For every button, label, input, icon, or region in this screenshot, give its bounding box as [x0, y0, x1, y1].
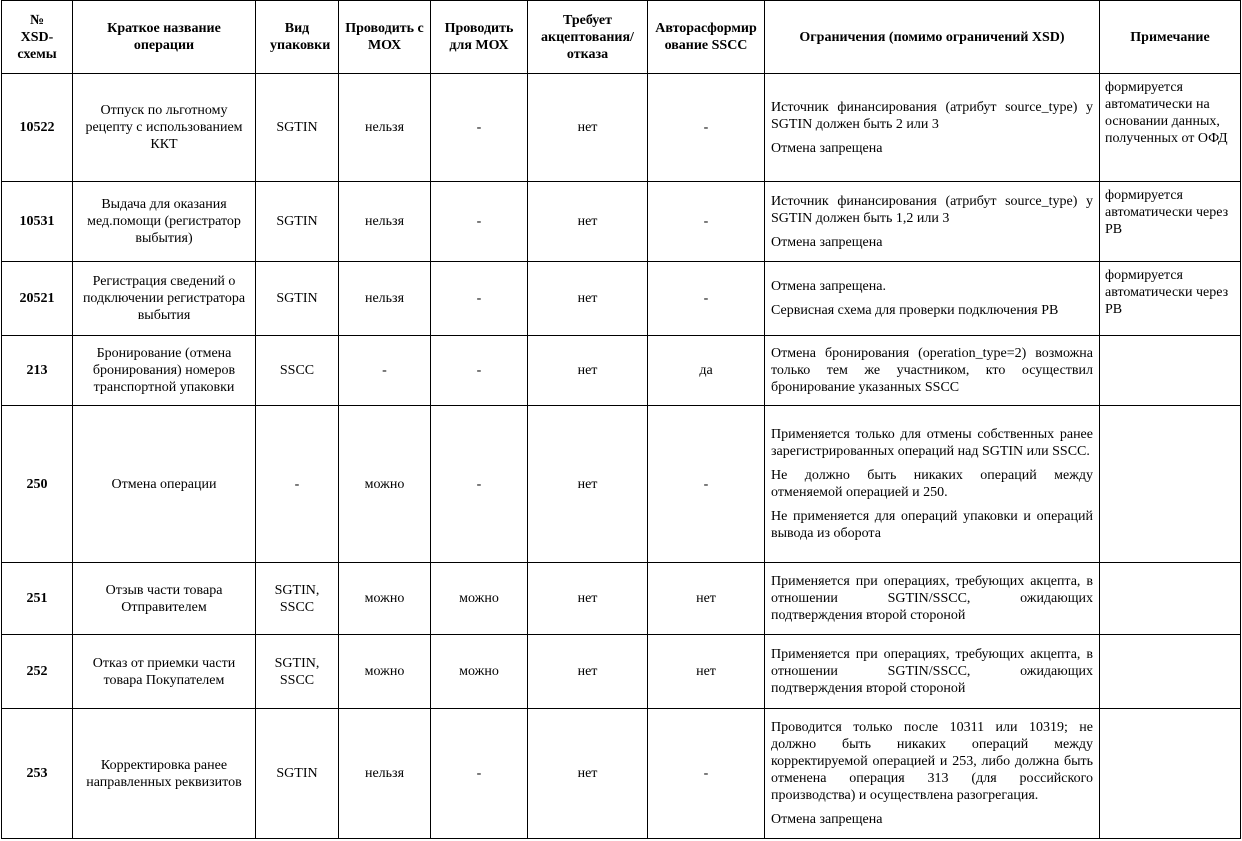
auto-sscc-cell: - — [648, 406, 765, 563]
operation-name-cell: Бронирование (отмена бронирования) номеров транспортной упаковки — [73, 336, 256, 406]
auto-sscc-cell: нет — [648, 635, 765, 709]
for-mox-cell: - — [431, 336, 528, 406]
for-mox-cell: можно — [431, 635, 528, 709]
operation-name-cell: Корректировка ранее направленных реквизитов — [73, 709, 256, 839]
acceptance-cell: нет — [528, 336, 648, 406]
with-mox-cell: - — [339, 336, 431, 406]
operations-table — [1, 0, 1241, 839]
table-body — [2, 74, 1241, 839]
xsd-number-cell: 213 — [2, 336, 73, 406]
table-row — [2, 406, 1241, 563]
operation-name-cell: Отказ от приемки части товара Покупателем — [73, 635, 256, 709]
acceptance-cell: нет — [528, 635, 648, 709]
restrictions-cell — [765, 336, 1100, 406]
package-type-cell: - — [256, 406, 339, 563]
header-restrictions: Ограничения (помимо ограничений XSD) — [765, 1, 1100, 74]
restrictions-cell — [765, 709, 1100, 839]
note-cell — [1100, 563, 1241, 635]
restriction-paragraph: Источник финансирования (атрибут source_type) у SGTIN должен быть 1,2 или 3 — [771, 193, 1093, 226]
with-mox-cell: можно — [339, 406, 431, 563]
note-cell: формируется автоматически на основании данных, полученных от ОФД — [1100, 74, 1241, 182]
table-row — [2, 635, 1241, 709]
restrictions-cell — [765, 563, 1100, 635]
note-cell: формируется автоматически через РВ — [1100, 262, 1241, 336]
header-xsd-number: № XSD-схемы — [2, 1, 73, 74]
with-mox-cell: можно — [339, 635, 431, 709]
package-type-cell: SGTIN — [256, 262, 339, 336]
restriction-paragraph: Отмена запрещена. — [771, 279, 886, 294]
restriction-paragraph: Отмена запрещена — [771, 234, 883, 250]
package-type-cell: SSCC — [256, 336, 339, 406]
restriction-paragraph: Не применяется для операций упаковки и операций вывода из оборота — [771, 509, 1093, 541]
restrictions-cell — [765, 406, 1100, 563]
restrictions-cell — [765, 182, 1100, 262]
restrictions-cell — [765, 74, 1100, 182]
xsd-number-cell: 10522 — [2, 74, 73, 182]
header-package-type: Вид упаковки — [256, 1, 339, 74]
restriction-paragraph: Проводится только после 10311 или 10319; не должно быть никаких операций между корректируемой операцией и 253, либо должна быть отменена операция 313 (для российского производства) и осуществлена разогрегация. — [771, 720, 1093, 803]
with-mox-cell: нельзя — [339, 182, 431, 262]
operation-name-cell: Отзыв части товара Отправителем — [73, 563, 256, 635]
restriction-paragraph: Отмена бронирования (operation_type=2) возможна только тем же участником, кто осуществил бронирование указанных SSCC — [771, 346, 1093, 395]
for-mox-cell: - — [431, 709, 528, 839]
for-mox-cell: - — [431, 182, 528, 262]
for-mox-cell: - — [431, 406, 528, 563]
header-note: Примечание — [1100, 1, 1241, 74]
header-operation-name: Краткое название операции — [73, 1, 256, 74]
acceptance-cell: нет — [528, 709, 648, 839]
acceptance-cell: нет — [528, 74, 648, 182]
header-auto-sscc: Авторасформирование SSCC — [648, 1, 765, 74]
table-row — [2, 336, 1241, 406]
xsd-number-cell: 251 — [2, 563, 73, 635]
acceptance-cell: нет — [528, 563, 648, 635]
with-mox-cell: нельзя — [339, 262, 431, 336]
operation-name-cell: Регистрация сведений о подключении регистратора выбытия — [73, 262, 256, 336]
package-type-cell: SGTIN — [256, 182, 339, 262]
auto-sscc-cell: - — [648, 74, 765, 182]
table-row — [2, 262, 1241, 336]
for-mox-cell: - — [431, 262, 528, 336]
xsd-number-cell: 253 — [2, 709, 73, 839]
header-with-mox: Проводить с МОХ — [339, 1, 431, 74]
auto-sscc-cell: да — [648, 336, 765, 406]
table-row — [2, 182, 1241, 262]
auto-sscc-cell: - — [648, 709, 765, 839]
package-type-cell: SGTIN — [256, 709, 339, 839]
auto-sscc-cell: нет — [648, 563, 765, 635]
with-mox-cell: нельзя — [339, 74, 431, 182]
acceptance-cell: нет — [528, 182, 648, 262]
xsd-number-cell: 10531 — [2, 182, 73, 262]
xsd-number-cell: 20521 — [2, 262, 73, 336]
package-type-cell: SGTIN, SSCC — [256, 635, 339, 709]
restriction-paragraph: Применяется при операциях, требующих акцепта, в отношении SGTIN/SSCC, ожидающих подтверждения второй стороной — [771, 647, 1093, 696]
header-row — [2, 1, 1241, 74]
for-mox-cell: - — [431, 74, 528, 182]
restriction-paragraph: Сервисная схема для проверки подключения РВ — [771, 303, 1059, 318]
restriction-paragraph: Применяется при операциях, требующих акцепта, в отношении SGTIN/SSCC, ожидающих подтверждения второй стороной — [771, 574, 1093, 623]
operation-name-cell: Отмена операции — [73, 406, 256, 563]
restriction-paragraph: Отмена запрещена — [771, 812, 883, 827]
xsd-number-cell: 252 — [2, 635, 73, 709]
restriction-paragraph: Источник финансирования (атрибут source_type) у SGTIN должен быть 2 или 3 — [771, 99, 1093, 132]
header-acceptance: Требует акцептования/ отказа — [528, 1, 648, 74]
restrictions-cell — [765, 635, 1100, 709]
xsd-number-cell: 250 — [2, 406, 73, 563]
note-cell — [1100, 336, 1241, 406]
restriction-paragraph: Отмена запрещена — [771, 140, 883, 156]
table-row — [2, 563, 1241, 635]
auto-sscc-cell: - — [648, 262, 765, 336]
with-mox-cell: нельзя — [339, 709, 431, 839]
operation-name-cell: Выдача для оказания мед.помощи (регистратор выбытия) — [73, 182, 256, 262]
header-for-mox: Проводить для МОХ — [431, 1, 528, 74]
restriction-paragraph: Применяется только для отмены собственных ранее зарегистрированных операций над SGTIN или SSCC. — [771, 427, 1093, 459]
package-type-cell: SGTIN — [256, 74, 339, 182]
note-cell: формируется автоматически через РВ — [1100, 182, 1241, 262]
package-type-cell: SGTIN, SSCC — [256, 563, 339, 635]
with-mox-cell: можно — [339, 563, 431, 635]
acceptance-cell: нет — [528, 262, 648, 336]
table-row — [2, 709, 1241, 839]
restrictions-cell — [765, 262, 1100, 336]
restriction-paragraph: Не должно быть никаких операций между отменяемой операцией и 250. — [771, 468, 1093, 500]
operation-name-cell: Отпуск по льготному рецепту с использованием ККТ — [73, 74, 256, 182]
for-mox-cell: можно — [431, 563, 528, 635]
table-row — [2, 74, 1241, 182]
note-cell — [1100, 709, 1241, 839]
note-cell — [1100, 635, 1241, 709]
acceptance-cell: нет — [528, 406, 648, 563]
auto-sscc-cell: - — [648, 182, 765, 262]
note-cell — [1100, 406, 1241, 563]
